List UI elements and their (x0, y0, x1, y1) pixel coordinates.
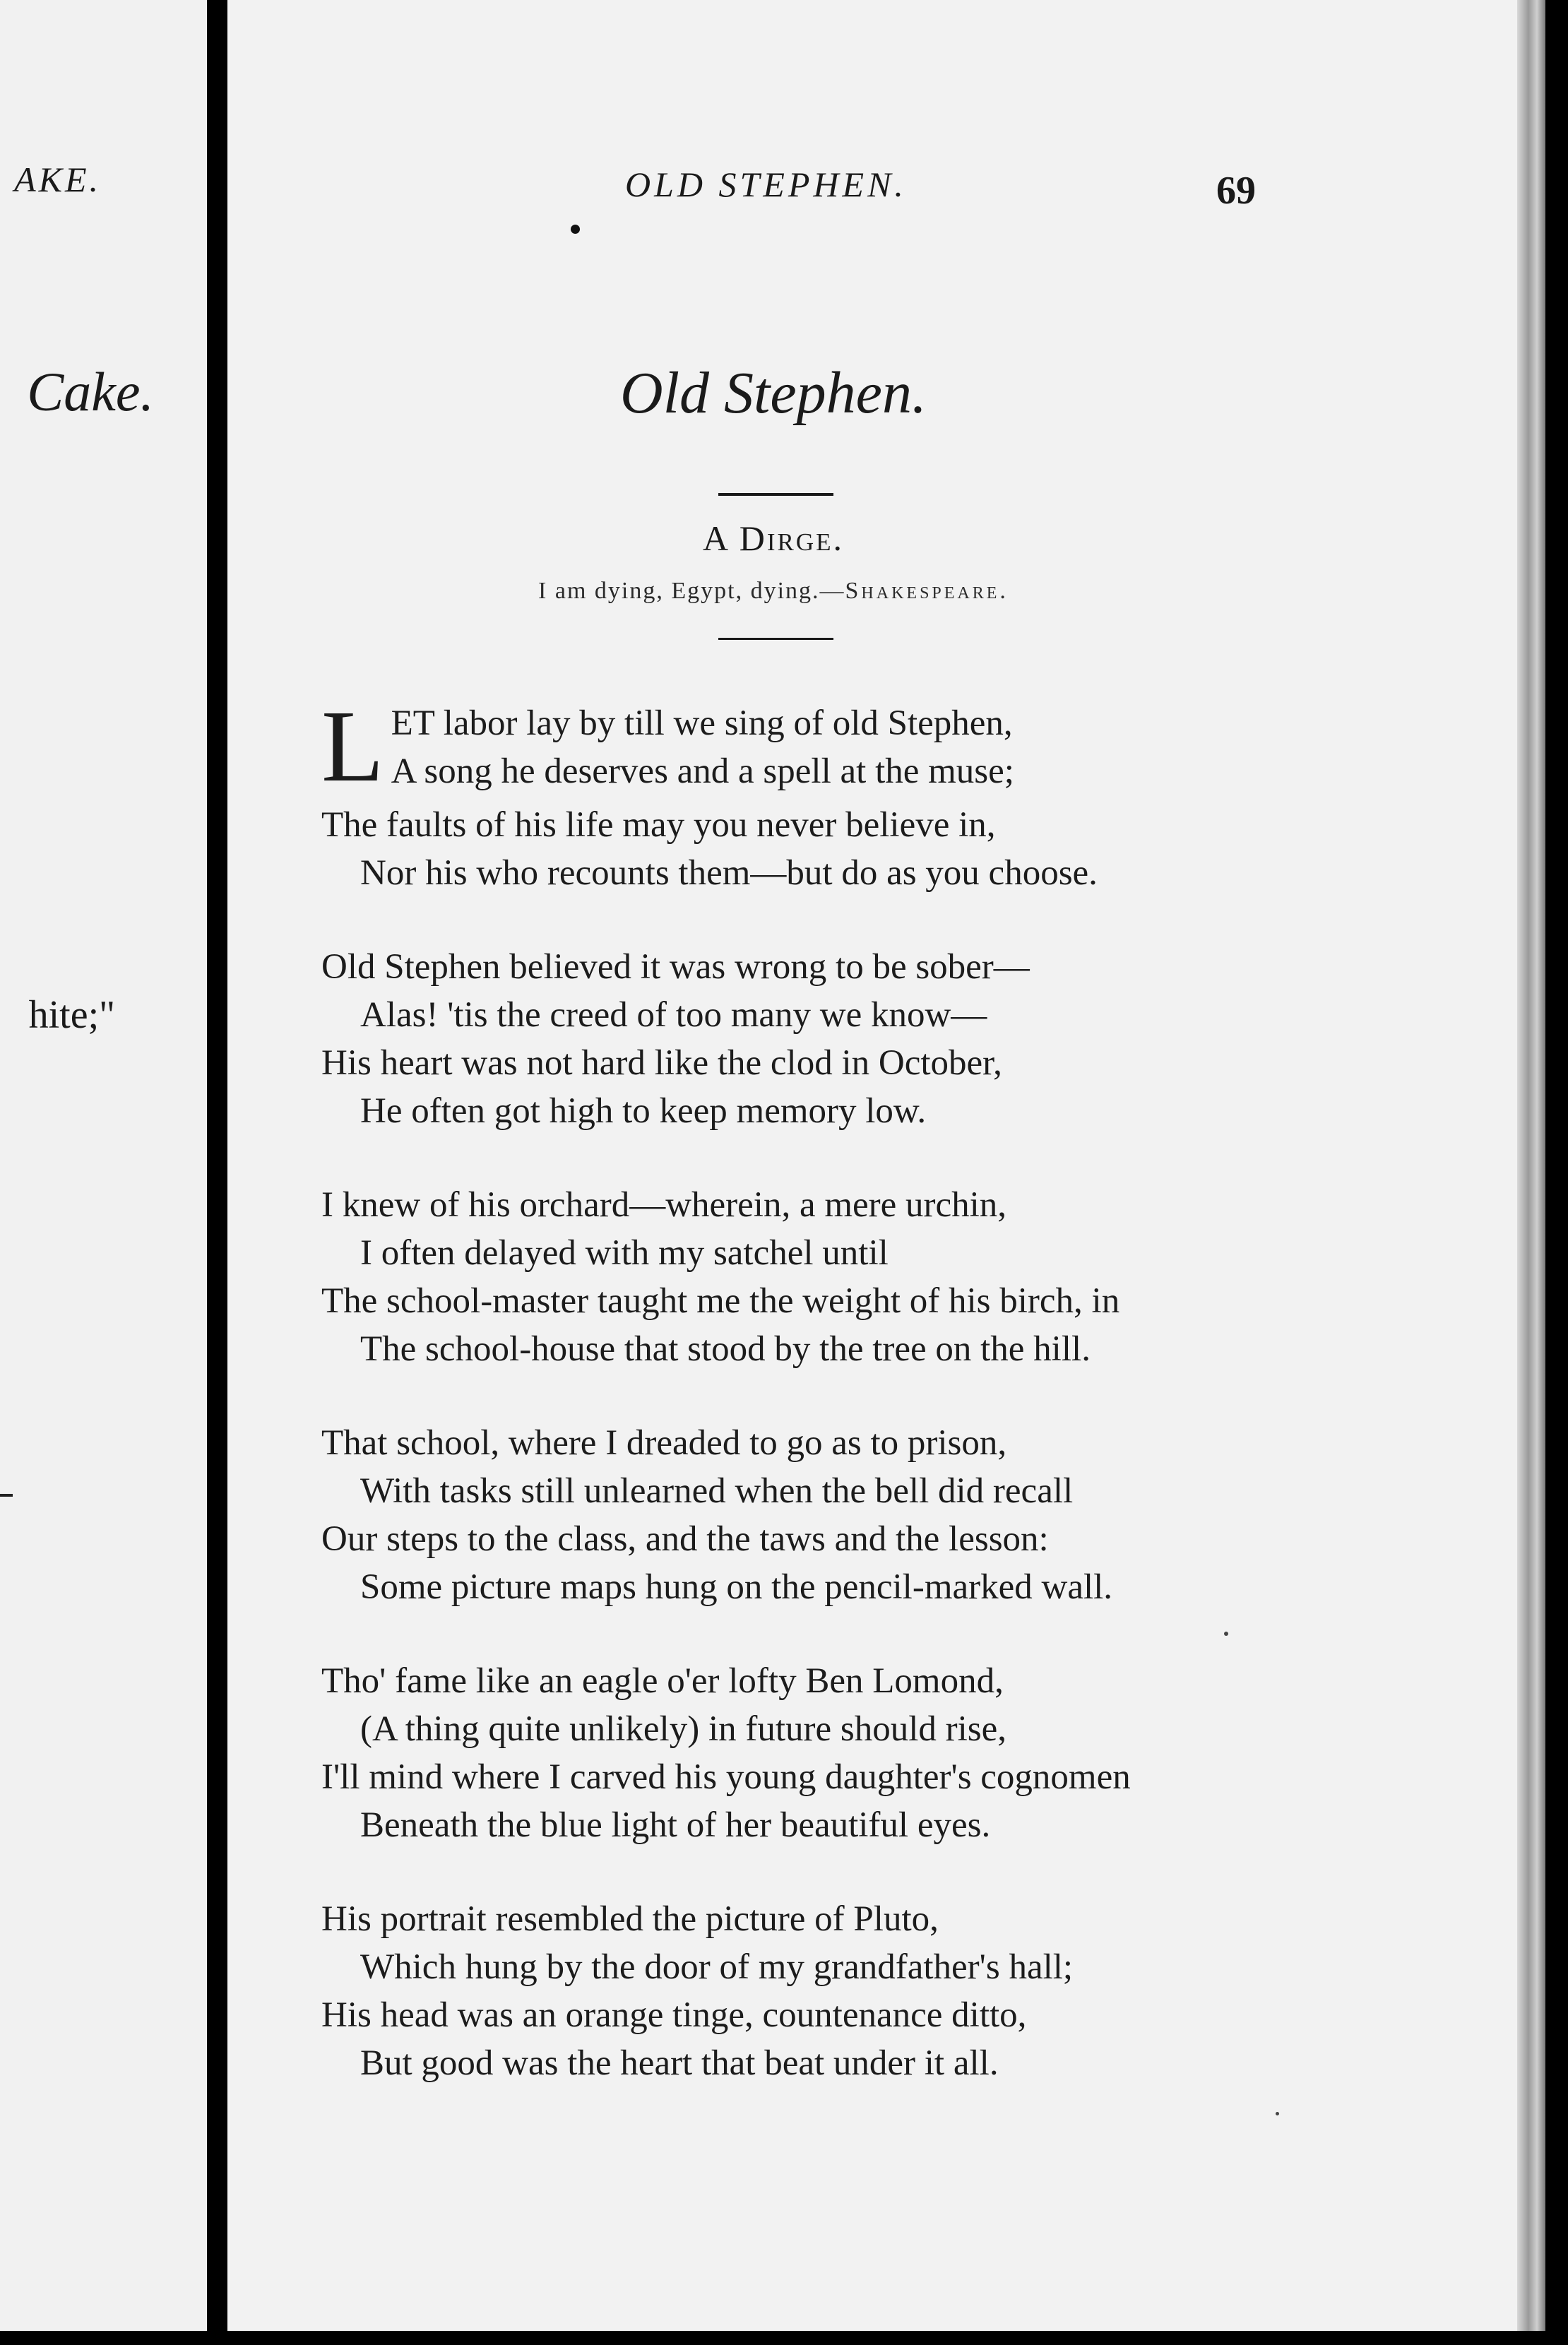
page-edge-shadow (1517, 0, 1545, 2331)
verse-line: His heart was not hard like the clod in October, (321, 1043, 1002, 1083)
poem-subtitle: A Dirge. (702, 518, 845, 558)
epigraph-quote: I am dying, Egypt, dying.— (538, 578, 845, 604)
verse-line: Our steps to the class, and the taws and the lesson: (321, 1519, 1049, 1559)
page-number: 69 (1216, 169, 1256, 213)
stanza-first-lines (321, 690, 1131, 803)
verse-line: The school-master taught me the weight of his birch, in (321, 1281, 1120, 1321)
verse-line: Some picture maps hung on the pencil-marked wall. (360, 1567, 1113, 1607)
left-running-head-fragment: AKE. (14, 160, 101, 199)
verse-line: The school-house that stood by the tree on the hill. (360, 1329, 1091, 1369)
left-title-fragment: Cake. (27, 361, 154, 422)
stanza (321, 943, 1131, 1135)
ink-dot (571, 225, 580, 234)
verse-line: His head was an orange tinge, countenance ditto, (321, 1995, 1027, 2035)
verse-line: (A thing quite unlikely) in future should rise, (360, 1709, 1007, 1749)
drop-cap: L (321, 690, 384, 803)
poem-body (321, 690, 1131, 2133)
stanza (321, 1895, 1131, 2087)
title-rule-bottom (718, 638, 833, 640)
stanza (321, 1419, 1131, 1611)
epigraph-attribution: Shakespeare. (845, 578, 1009, 604)
running-head: OLD STEPHEN. (625, 165, 907, 204)
verse-line: Alas! 'tis the creed of too many we know— (360, 995, 987, 1035)
verse-line: Tho' fame like an eagle o'er lofty Ben Lomond, (321, 1661, 1004, 1701)
stanza (321, 1181, 1131, 1373)
verse-line: With tasks still unlearned when the bell did recall (360, 1471, 1074, 1511)
verse-line: I'll mind where I carved his young daughter's cognomen (321, 1757, 1131, 1797)
verse-line: ET labor lay by till we sing of old Stephen, (391, 704, 1013, 743)
verse-line: Old Stephen believed it was wrong to be sober— (321, 947, 1030, 987)
verse-line: Which hung by the door of my grandfather's hall; (360, 1947, 1074, 1987)
verse-line: A song he deserves and a spell at the muse; (391, 752, 1014, 791)
verse-line: He often got high to keep memory low. (360, 1091, 927, 1131)
left-line-fragment: hite;" (28, 993, 115, 1037)
verse-line: But good was the heart that beat under it all. (360, 2043, 999, 2083)
epigraph (0, 578, 1547, 605)
verse-line: I often delayed with my satchel until (360, 1233, 889, 1273)
scan-speck (1224, 1632, 1228, 1636)
verse-line: I knew of his orchard—wherein, a mere urchin, (321, 1185, 1007, 1225)
facing-page-left (0, 0, 207, 2331)
stanza (321, 1657, 1131, 1849)
scan-speck (1276, 2112, 1279, 2115)
poem-title: Old Stephen. (620, 360, 927, 426)
verse-line: The faults of his life may you never believe in, (321, 805, 996, 845)
verse-line: His portrait resembled the picture of Pluto, (321, 1899, 939, 1939)
verse-line: Nor his who recounts them—but do as you choose. (360, 853, 1098, 893)
verse-line: Beneath the blue light of her beautiful eyes. (360, 1805, 991, 1845)
stanza (321, 690, 1131, 897)
verse-line: That school, where I dreaded to go as to prison, (321, 1423, 1007, 1463)
left-dash-mark (0, 1494, 13, 1497)
title-rule-top (718, 493, 833, 496)
